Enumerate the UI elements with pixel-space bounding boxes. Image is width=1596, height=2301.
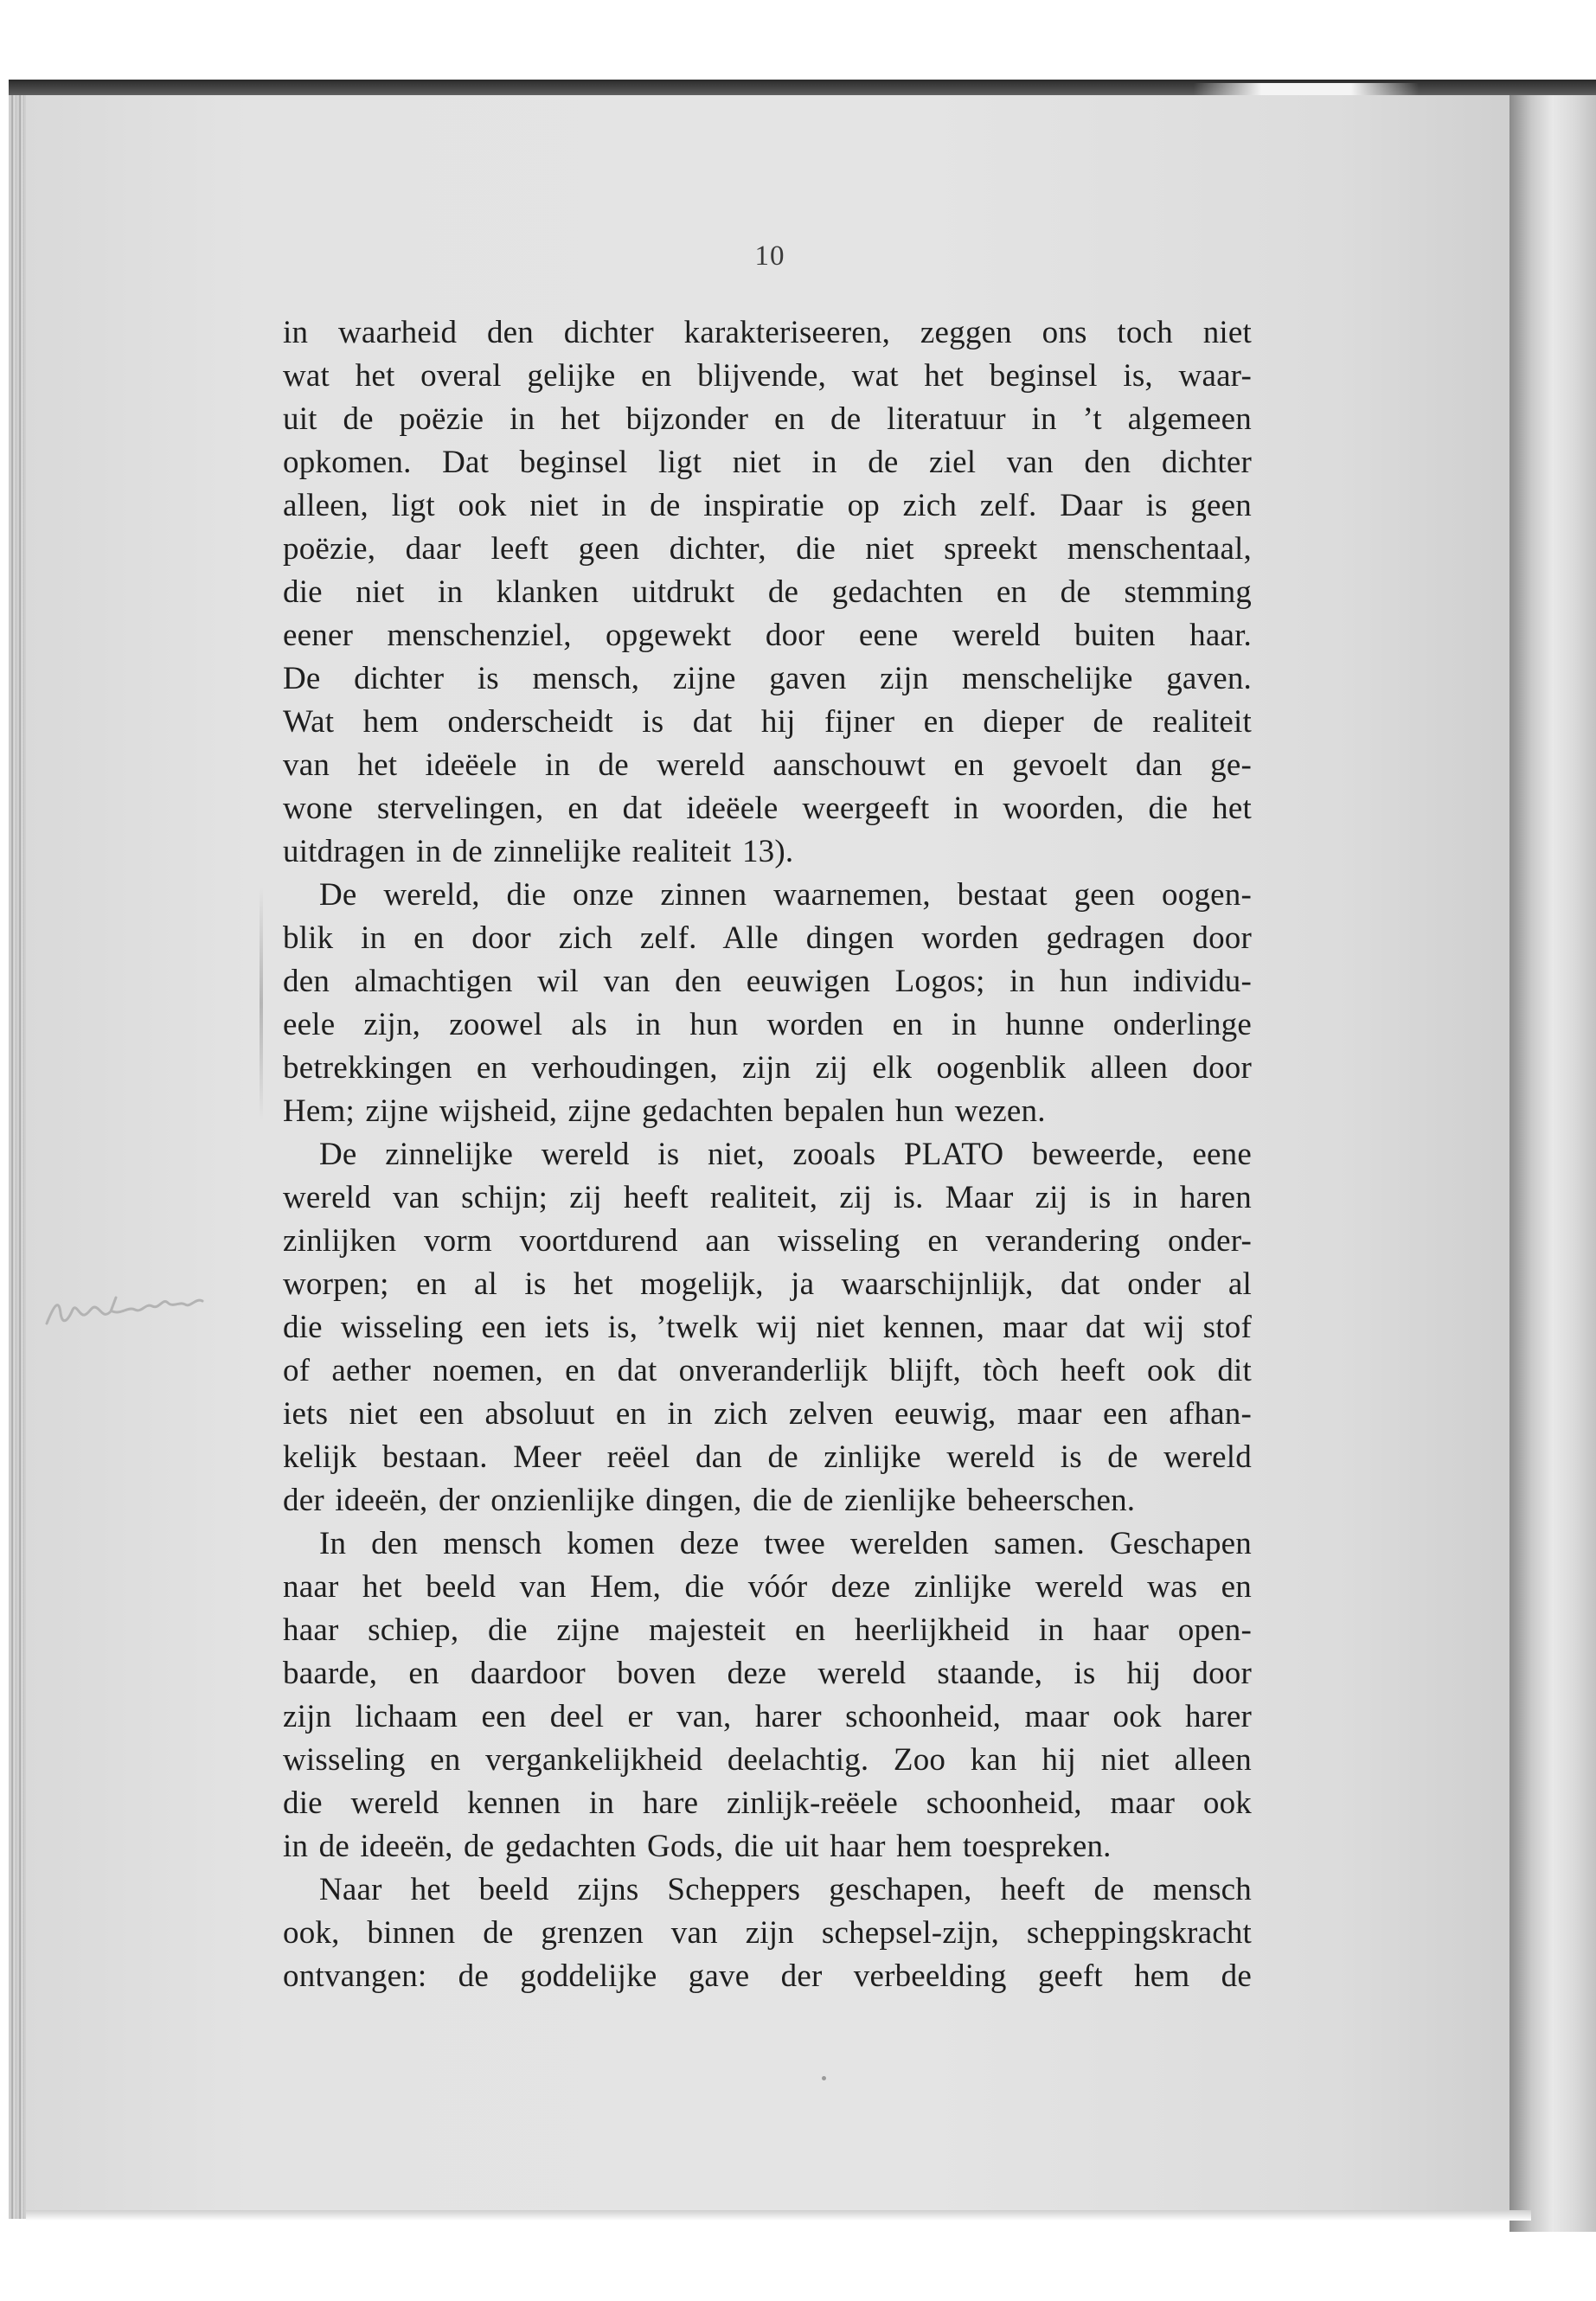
text-line: die niet in klanken uitdrukt de gedachten en de stemming — [283, 574, 1252, 610]
handwritten-margin-note — [42, 1272, 223, 1341]
right-page-edge — [1509, 95, 1596, 2232]
text-line: van het ideëele in de wereld aanschouwt en gevoelt dan ge- — [283, 747, 1252, 783]
text-line: De wereld, die onze zinnen waarnemen, bestaat geen oogen- — [319, 877, 1252, 913]
text-line: De zinnelijke wereld is niet, zooals PLATO beweerde, eene — [319, 1137, 1252, 1172]
text-line: poëzie, daar leeft geen dichter, die niet spreekt menschentaal, — [283, 531, 1252, 567]
text-line: wat het overal gelijke en blijvende, wat het beginsel is, waar- — [283, 358, 1252, 394]
text-line: uitdragen in de zinnelijke realiteit 13). — [283, 834, 794, 869]
text-line: baarde, en daardoor boven deze wereld staande, is hij door — [283, 1656, 1252, 1691]
margin-pencil-mark — [260, 887, 263, 1120]
paper-speck — [822, 2076, 826, 2080]
text-line: den almachtigen wil van den eeuwigen Logos; in hun individu- — [283, 964, 1252, 999]
text-line: In den mensch komen deze twee werelden samen. Geschapen — [319, 1526, 1252, 1561]
text-line: alleen, ligt ook niet in de inspiratie op zich zelf. Daar is geen — [283, 488, 1252, 523]
text-line: Hem; zijne wijsheid, zijne gedachten bepalen hun wezen. — [283, 1093, 1046, 1129]
text-line: ontvangen: de goddelijke gave der verbeelding geeft hem de — [283, 1958, 1252, 1994]
text-line: eener menschenziel, opgewekt door eene wereld buiten haar. — [283, 618, 1252, 653]
text-line: eele zijn, zoowel als in hun worden en in hunne onderlinge — [283, 1007, 1252, 1042]
text-line: in de ideeën, de gedachten Gods, die uit haar hem toespreken. — [283, 1829, 1112, 1864]
text-line: wereld van schijn; zij heeft realiteit, zij is. Maar zij is in haren — [283, 1180, 1252, 1215]
text-line: blik in en door zich zelf. Alle dingen worden gedragen door — [283, 920, 1252, 956]
text-line: zijn lichaam een deel er van, harer schoonheid, maar ook harer — [283, 1699, 1252, 1734]
text-line: ook, binnen de grenzen van zijn schepsel-zijn, scheppingskracht — [283, 1915, 1252, 1951]
text-line: of aether noemen, en dat onveranderlijk blijft, tòch heeft ook dit — [283, 1353, 1252, 1388]
text-line: iets niet een absoluut en in zich zelven eeuwig, maar een afhan- — [283, 1396, 1252, 1432]
page-number: 10 — [754, 240, 785, 272]
text-line: Wat hem onderscheidt is dat hij fijner en dieper de realiteit — [283, 704, 1252, 740]
text-line: uit de poëzie in het bijzonder en de literatuur in ’t algemeen — [283, 401, 1252, 437]
text-line: der ideeën, der onzienlijke dingen, die de zienlijke beheerschen. — [283, 1483, 1136, 1518]
text-line: worpen; en al is het mogelijk, ja waarschijnlijk, dat onder al — [283, 1266, 1252, 1302]
text-line: kelijk bestaan. Meer reëel dan de zinlijke wereld is de wereld — [283, 1439, 1252, 1475]
text-line: in waarheid den dichter karakteriseeren, zeggen ons toch niet — [283, 315, 1252, 350]
body-text — [283, 311, 1252, 1998]
text-line: De dichter is mensch, zijne gaven zijn menschelijke gaven. — [283, 661, 1252, 696]
text-line: opkomen. Dat beginsel ligt niet in de ziel van den dichter — [283, 445, 1252, 480]
text-line: betrekkingen en verhoudingen, zijn zij elk oogenblik alleen door — [283, 1050, 1252, 1086]
text-line: naar het beeld van Hem, die vóór deze zinlijke wereld was en — [283, 1569, 1252, 1605]
text-line: wisseling en vergankelijkheid deelachtig. Zoo kan hij niet alleen — [283, 1742, 1252, 1778]
text-line: die wisseling een iets is, ’twelk wij niet kennen, maar dat wij stof — [283, 1310, 1252, 1345]
text-line: wone stervelingen, en dat ideëele weergeeft in woorden, die het — [283, 791, 1252, 826]
text-line: haar schiep, die zijne majesteit en heerlijkheid in haar open- — [283, 1612, 1252, 1648]
text-line: zinlijken vorm voortdurend aan wisseling en verandering onder- — [283, 1223, 1252, 1259]
text-line: die wereld kennen in hare zinlijk-reëele schoonheid, maar ook — [283, 1785, 1252, 1821]
bottom-page-shadow — [26, 2210, 1531, 2221]
text-line: Naar het beeld zijns Scheppers geschapen, heeft de mensch — [319, 1872, 1252, 1907]
